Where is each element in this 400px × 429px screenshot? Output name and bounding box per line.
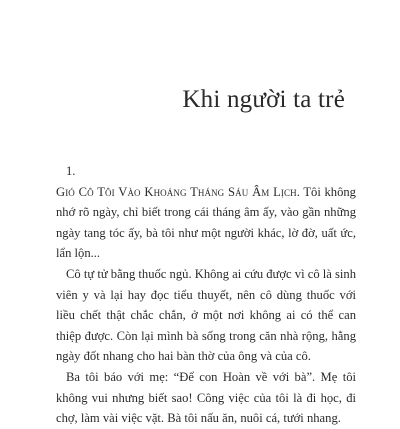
paragraph-1-text: Tôi không nhớ rõ ngày, chỉ biết trong cái tháng âm ấy, vào gần những ngày tang tóc ấy, bà tôi như một người khác, lờ đờ, uất ức, lẩn lộn...	[56, 184, 356, 261]
chapter-body	[56, 161, 356, 429]
section-number: 1.	[66, 164, 76, 178]
paragraph-1	[56, 182, 356, 264]
paragraph-3: Ba tôi báo với mẹ: “Để con Hoàn về với bà”. Mẹ tôi không vui nhưng biết sao! Công việc của tôi là đi học, đi chợ, làm vài việc vặt. Bà tôi nấu ăn, nuôi cá, tưới nhang.	[56, 369, 356, 426]
chapter-title: Khi người ta trẻ	[182, 86, 345, 113]
opening-small-caps: Gió Cô Tôi Vào Khoảng Tháng Sáu Âm Lịch.	[56, 184, 300, 199]
paragraph-2: Cô tự tử bằng thuốc ngủ. Không ai cứu được vì cô là sinh viên y và lại hay đọc tiểu thuyết, nên cô dùng thuốc với liều chết thật chắc chắn, ở một nơi không ai có thể can thiệp được. Còn lại mình bà sống trong căn nhà rộng, hằng ngày đốt nhang cho hai bàn thờ của ông và của cô.	[56, 266, 356, 364]
